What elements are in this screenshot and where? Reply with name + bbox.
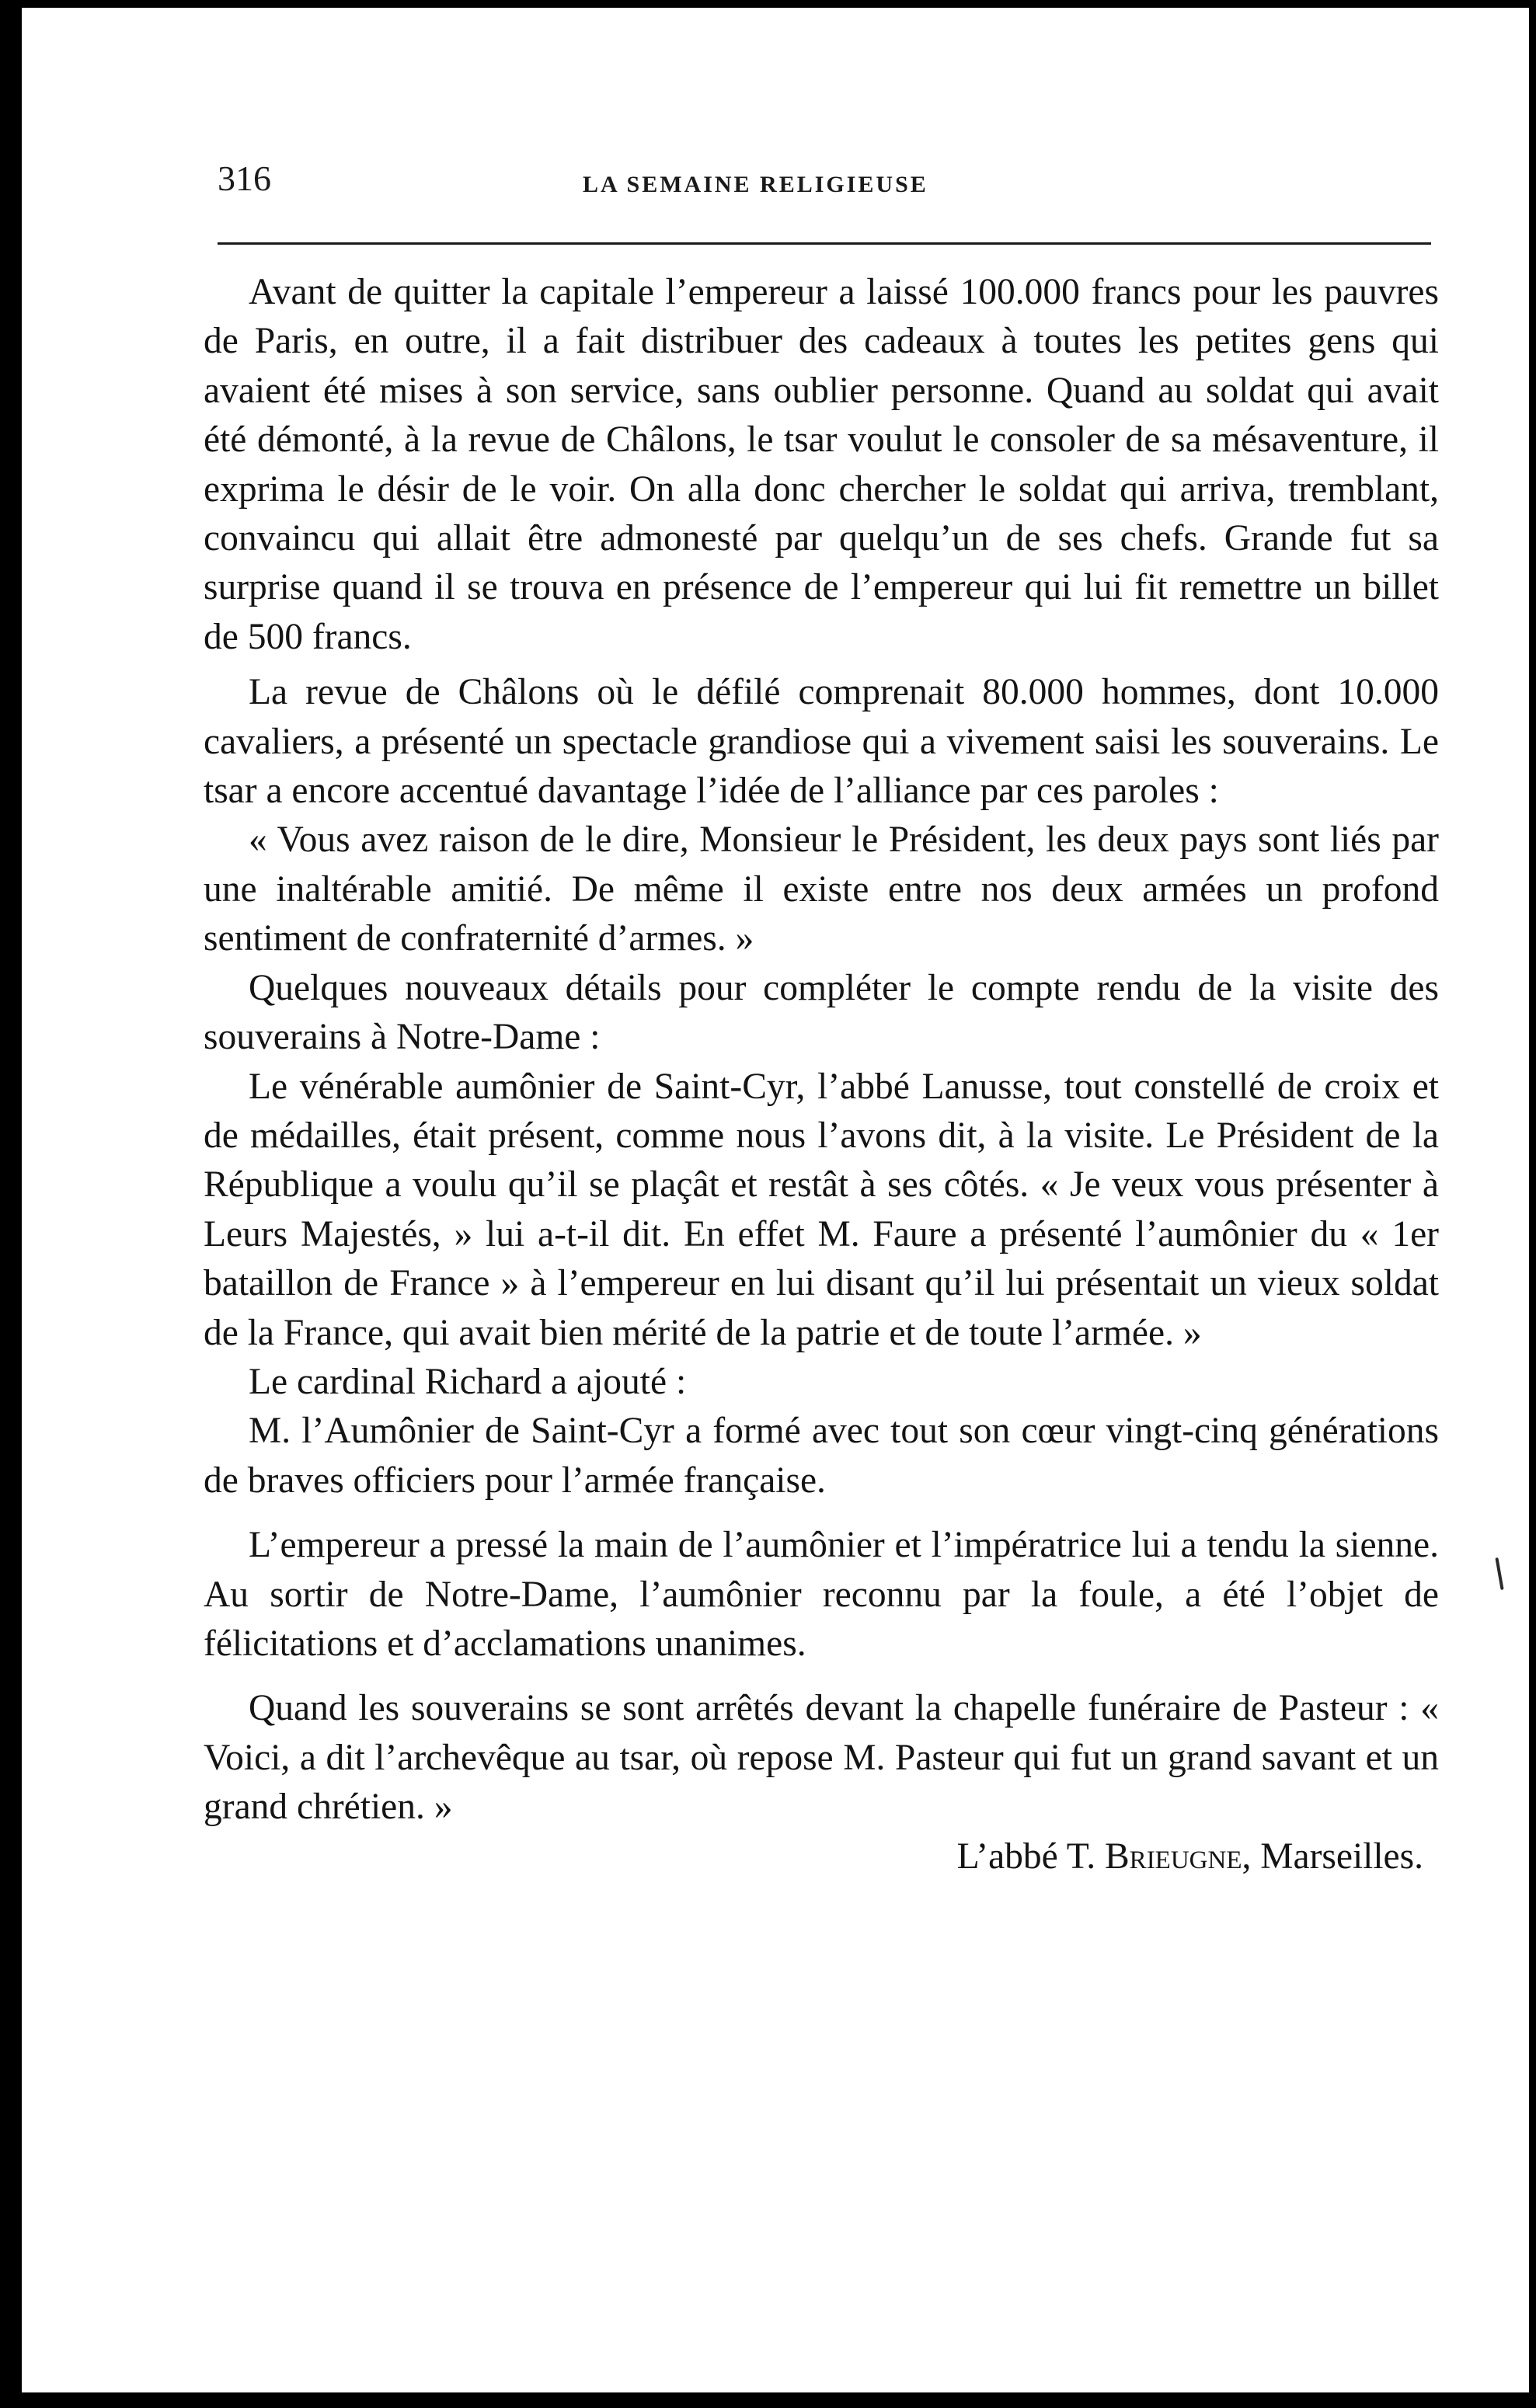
page-header [218, 155, 1430, 210]
header-rule [218, 242, 1431, 245]
signature-suffix: , Marseilles. [1242, 1836, 1423, 1877]
signature-name: Brieugne [1105, 1836, 1242, 1877]
paragraph-8: L’empereur a pressé la main de l’aumônier et l’impératrice lui a tendu la sienne. Au sortir de Notre-Dame, l’aumônier reconnu par la foule, a été l’objet de félicitations et d’acclamations unanimes. [204, 1525, 1439, 1664]
paragraph-9: Quand les souverains se sont arrêtés devant la chapelle funéraire de Pasteur : « Voici, a dit l’archevêque au tsar, où repose M. Pasteur qui fut un grand savant et un grand chrétien. » [204, 1688, 1439, 1828]
paragraph-3-quote: « Vous avez raison de le dire, Monsieur le Président, les deux pays sont liés par une inaltérable amitié. De même il existe entre nos deux armées un profond sentiment de confraternité d’armes. » [204, 819, 1439, 959]
paragraph-6: Le cardinal Richard a ajouté : [249, 1361, 687, 1402]
paragraph-1: Avant de quitter la capitale l’empereur a laissé 100.000 francs pour les pauvres de Paris, en outre, il a fait distribuer des cadeaux à toutes les petites gens qui avaient été mises à son service, sans oublier personne. Quand au soldat qui avait été démonté, à la revue de Châlons, le tsar voulut le consoler de sa mésaventure, il exprima le désir de le voir. On alla donc chercher le soldat qui arriva, tremblant, convaincu qui allait être admonesté par quelqu’un de ses chefs. Grande fut sa surprise quand il se trouva en présence de l’empereur qui lui fit remettre un billet de 500 francs. [204, 272, 1439, 657]
paragraph-2: La revue de Châlons où le défilé comprenait 80.000 hommes, dont 10.000 cavaliers, a présenté un spectacle grandiose qui a vivement saisi les souverains. Le tsar a encore accentué davantage l’idée de l’alliance par ces paroles : [204, 672, 1439, 812]
paragraph-5: Le vénérable aumônier de Saint-Cyr, l’abbé Lanusse, tout constellé de croix et de médailles, était présent, comme nous l’avons dit, à la visite. Le Président de la République a voulu qu’il se plaçât et restât à ses côtés. « Je veux vous présenter à Leurs Majestés, » lui a-t-il dit. En effet M. Faure a présenté l’aumônier du « 1er bataillon de France » à l’empereur en lui disant qu’il lui présentait un vieux soldat de la France, qui avait bien mérité de la patrie et de toute l’armée. » [204, 1066, 1439, 1353]
page-number: 316 [218, 158, 271, 198]
body-text [204, 268, 1439, 1881]
paragraph-4: Quelques nouveaux détails pour compléter le compte rendu de la visite des souverains à Notre-Dame : [204, 967, 1439, 1058]
signature [204, 1832, 1439, 1881]
running-title: LA SEMAINE RELIGIEUSE [583, 172, 928, 197]
signature-prefix: L’abbé T. [956, 1836, 1105, 1877]
paragraph-7: M. l’Aumônier de Saint-Cyr a formé avec tout son cœur vingt-cinq générations de braves officiers pour l’armée française. [204, 1411, 1439, 1501]
